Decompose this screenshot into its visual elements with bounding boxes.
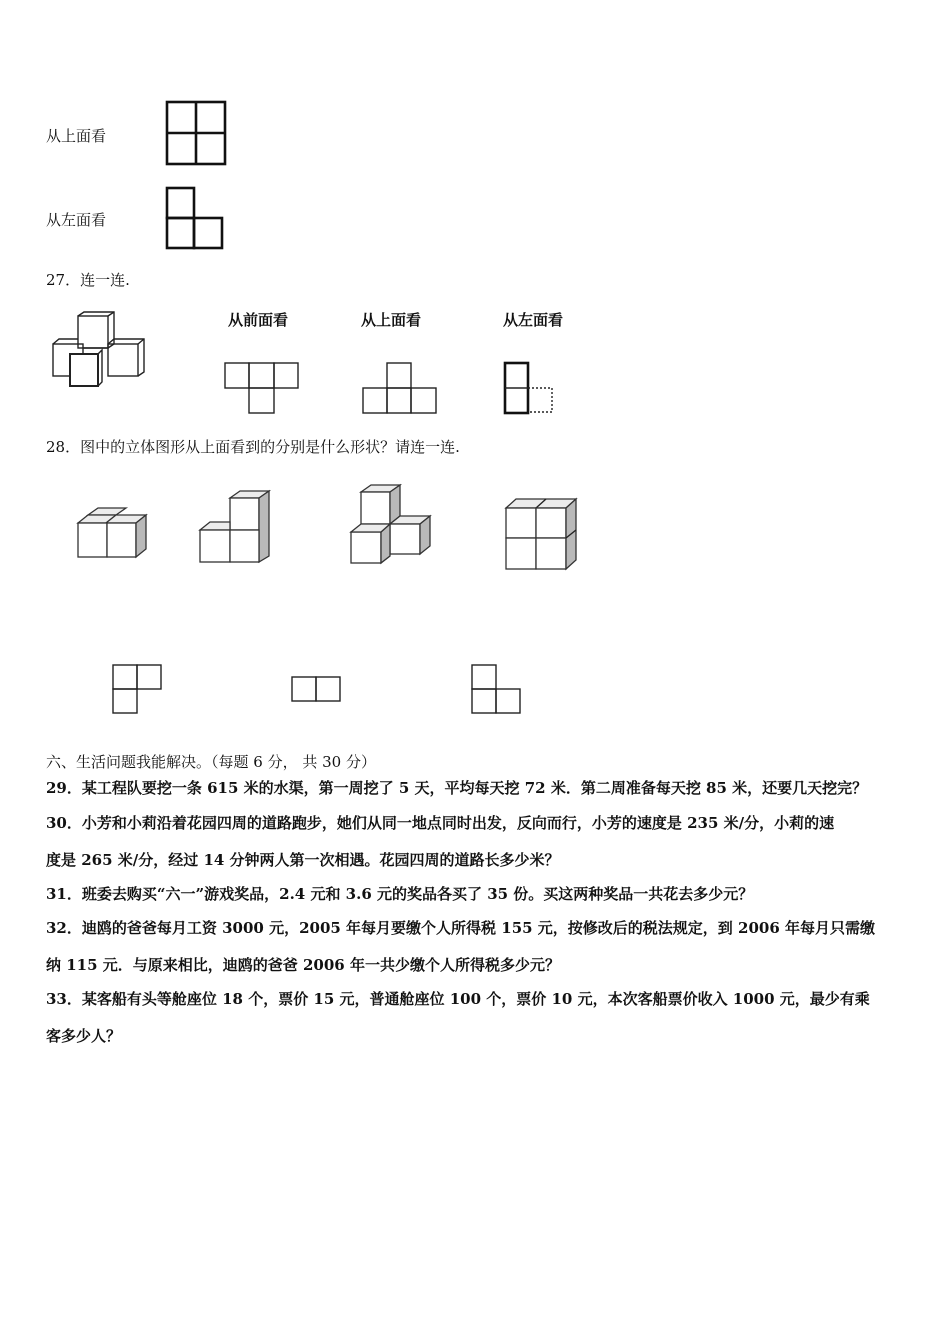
problem-32-line-2: 纳 115 元．与原来相比，迪鸥的爸爸 2006 年一共少缴个人所得税多少元？ bbox=[46, 956, 560, 974]
q28-prompt: 28．图中的立体图形从上面看到的分别是什么形状？请连一连. bbox=[46, 438, 460, 456]
view-label-left: 从左面看 bbox=[46, 211, 107, 229]
q28-solid-3 bbox=[348, 482, 438, 568]
q27-prompt: 27．连一连. bbox=[46, 271, 130, 289]
problem-32-line-1: 32．迪鸥的爸爸每月工资 3000 元，2005 年每月要缴个人所得税 155 元，按修改后的税法规定，到 2006 年每月只需缴 bbox=[46, 919, 875, 937]
q28-solid-2 bbox=[197, 488, 277, 568]
q27-top-label: 从上面看 bbox=[361, 311, 422, 329]
q27-front-view-shape bbox=[222, 360, 302, 416]
q28-view-option-1 bbox=[110, 662, 166, 718]
q27-front-label: 从前面看 bbox=[228, 311, 289, 329]
problem-33-line-1: 33．某客船有头等舱座位 18 个，票价 15 元，普通舱座位 100 个，票价 10 元，本次客船票价收入 1000 元，最少有乘 bbox=[46, 990, 870, 1008]
q28-view-option-3 bbox=[469, 662, 525, 718]
q27-left-view-shape bbox=[500, 360, 560, 416]
problem-30-line-1: 30．小芳和小莉沿着花园四周的道路跑步，她们从同一地点同时出发，反向而行，小芳的速度是 235 米/分，小莉的速 bbox=[46, 814, 835, 832]
q27-top-view-shape bbox=[360, 360, 440, 416]
q28-solid-1 bbox=[76, 505, 156, 561]
problem-30-line-2: 度是 265 米/分，经过 14 分钟两人第一次相遇。花园四周的道路长多少米？ bbox=[46, 851, 560, 869]
section6-heading: 六、生活问题我能解决。（每题 6 分， 共 30 分） bbox=[46, 753, 376, 771]
problem-29: 29．某工程队要挖一条 615 米的水渠，第一周挖了 5 天，平均每天挖 72 米．第二周准备每天挖 85 米，还要几天挖完？ bbox=[46, 779, 868, 797]
q27-left-label: 从左面看 bbox=[503, 311, 564, 329]
view-label-top: 从上面看 bbox=[46, 127, 107, 145]
top-view-2x2-grid bbox=[160, 98, 232, 170]
left-view-l-shape bbox=[160, 184, 232, 256]
problem-33-line-2: 客多少人？ bbox=[46, 1027, 122, 1045]
q27-cube-figure bbox=[48, 308, 158, 390]
problem-31: 31．班委去购买“六一”游戏奖品，2.4 元和 3.6 元的奖品各买了 35 份。买这两种奖品一共花去多少元？ bbox=[46, 885, 754, 903]
q28-solid-4 bbox=[504, 496, 584, 576]
q28-view-option-2 bbox=[289, 674, 345, 706]
